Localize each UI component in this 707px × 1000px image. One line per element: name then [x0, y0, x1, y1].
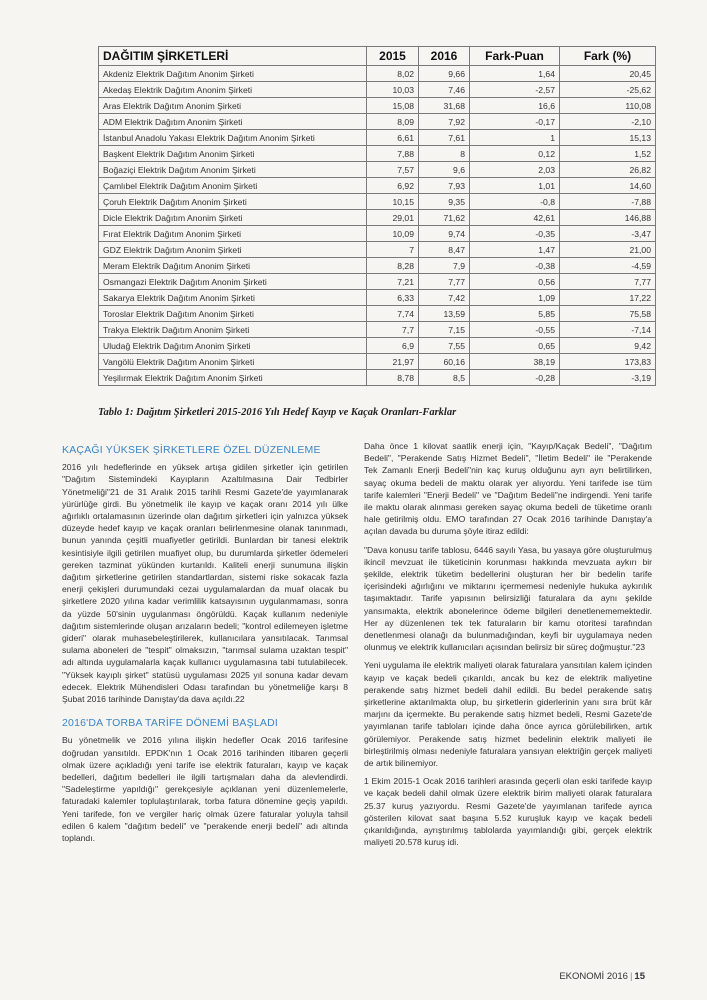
- value-2016: 7,92: [419, 114, 470, 130]
- value-2015: 10,15: [367, 194, 419, 210]
- value-2015: 10,09: [367, 226, 419, 242]
- value-2015: 8,02: [367, 66, 419, 82]
- value-2015: 21,97: [367, 354, 419, 370]
- company-name: Yeşilırmak Elektrik Dağıtım Anonim Şirketi: [99, 370, 367, 386]
- value-diff-points: -0,8: [470, 194, 560, 210]
- value-2015: 10,03: [367, 82, 419, 98]
- value-diff-percent: 110,08: [560, 98, 656, 114]
- paragraph: Yeni uygulama ile elektrik maliyeti olarak faturalara yansıtılan kalem içinden kayıp ve kaçak bedeli çıkarıldı, ancak bu kez de elektrik maliyetine perakende satış hizmet bedeli dahil edildi. Bu bedel perakende satış şirketlerine aktarılmakta olup, bu şirketlerin giderlerinin yanı sıra brüt kâr marjını da içermekte. Bu perakende satış hizmet bedeli, Resmi Gazete'de yayımlanan tarife tabloları içinde daha önce ayrıca görülebilirken, artık görülemiyor. Perakende satış hizmet bedelinin elektrik maliyeti ile birleştirilmiş olması nedeniyle faturalara yansıyan elektriğin gerçek maliyeti de artık bilinemiyor.: [364, 660, 652, 769]
- value-2015: 8,78: [367, 370, 419, 386]
- value-2015: 7,21: [367, 274, 419, 290]
- value-2015: 29,01: [367, 210, 419, 226]
- value-diff-percent: 26,82: [560, 162, 656, 178]
- table-row: [99, 226, 656, 242]
- value-2015: 8,09: [367, 114, 419, 130]
- value-diff-percent: 75,58: [560, 306, 656, 322]
- value-diff-points: 38,19: [470, 354, 560, 370]
- value-diff-points: -0,17: [470, 114, 560, 130]
- value-2015: 8,28: [367, 258, 419, 274]
- value-diff-percent: 15,13: [560, 130, 656, 146]
- right-text-column: [364, 440, 652, 855]
- value-diff-points: -0,38: [470, 258, 560, 274]
- value-2016: 9,66: [419, 66, 470, 82]
- company-name: İstanbul Anadolu Yakası Elektrik Dağıtım Anonim Şirketi: [99, 130, 367, 146]
- value-diff-points: 42,61: [470, 210, 560, 226]
- header-diff-points: Fark-Puan: [470, 47, 560, 66]
- value-2016: 7,93: [419, 178, 470, 194]
- magazine-name: EKONOMİ 2016: [559, 971, 628, 982]
- page-number: 15: [634, 971, 645, 982]
- value-diff-percent: 17,22: [560, 290, 656, 306]
- section-heading-bundle-tariff: 2016'DA TORBA TARİFE DÖNEMİ BAŞLADI: [62, 717, 278, 730]
- header-company: DAĞITIM ŞİRKETLERİ: [99, 47, 367, 66]
- company-name: Osmangazi Elektrik Dağıtım Anonim Şirketi: [99, 274, 367, 290]
- value-2015: 6,9: [367, 338, 419, 354]
- value-diff-percent: 173,83: [560, 354, 656, 370]
- value-2016: 8,5: [419, 370, 470, 386]
- value-2016: 7,61: [419, 130, 470, 146]
- value-diff-percent: 14,60: [560, 178, 656, 194]
- company-name: Trakya Elektrik Dağıtım Anonim Şirketi: [99, 322, 367, 338]
- value-diff-points: 0,65: [470, 338, 560, 354]
- table-row: [99, 322, 656, 338]
- value-2015: 15,08: [367, 98, 419, 114]
- value-2016: 60,16: [419, 354, 470, 370]
- value-diff-percent: -25,62: [560, 82, 656, 98]
- table-row: [99, 290, 656, 306]
- paragraph: 2016 yılı hedeflerinde en yüksek artışa gidilen şirketler için getirilen "Dağıtım Sistemindeki Kayıpların Azaltılmasına Dair Tedbirler Yönetmeliği"21 de 31 Aralık 2015 tarihli Resmi Gazete'de yayımlanarak yürürlüğe girdi. Bu yönetmelik ile kayıp ve kaçak oranı 2014 yılı ülke ağırlıklı ortalamasının üzerinde olan dağıtım şirketleri için yalnızca yüksek düzeyde hedef kayıp ve kaçak oranları belirlenmesine olanak tanınmadı, bunun yanında çeşitli muafiyetler getirildi. Bunlardan bir tanesi elektrik kesintisiyle ilgili getirilen muafiyet olup, bu durumlarda şirketler ödemeleri gereken tazminat yükünden kurtarıldı. Kaliteli enerji sunumuna ilişkin dağıtım şirketlerine getirilen standartlardan, sistemi riske sokacak fazla enerji çekişleri durumundaki cezai uygulamalardan da muaf olacak bu şirketlere 2020 yılına kadar verimlilik katsayısının uygulanmaması, sonra da yüzde 50'sinin uygulanması öngörüldü. Kaçak kullanım nedeniyle dağıtım sistemlerinde oluşan arızaların bedeli; "kontrol edilemeyen işletme gideri" olarak muhasebeleştirilerek, kullanıcılara yansıtılacak. Tarımsal sulama aboneleri de "tespit" olmaksızın, "tarımsal sulama uzaktan tespit" adı altında uygulamalarla kaçak kullanıcı uygulamasına tabi tutulabilecek. "Yüksek kayıplı şirket" statüsü uygulaması 2025 yıl sonuna kadar devam edecek. Elektrik Mühendisleri Odası tarafından bu yönetmeliğe karşı 8 Şubat 2016 tarihinde Danıştay'da dava açıldı.22: [62, 462, 348, 705]
- value-diff-percent: 20,45: [560, 66, 656, 82]
- value-2016: 7,55: [419, 338, 470, 354]
- value-diff-percent: -2,10: [560, 114, 656, 130]
- value-diff-points: 1,64: [470, 66, 560, 82]
- value-2015: 7,57: [367, 162, 419, 178]
- table-row: [99, 274, 656, 290]
- value-diff-points: 1,47: [470, 242, 560, 258]
- distribution-companies-table: [98, 46, 656, 386]
- table-row: [99, 354, 656, 370]
- value-2016: 8,47: [419, 242, 470, 258]
- value-diff-percent: -7,88: [560, 194, 656, 210]
- value-2015: 7,88: [367, 146, 419, 162]
- table-body: [99, 66, 656, 386]
- table-row: [99, 130, 656, 146]
- table-row: [99, 146, 656, 162]
- company-name: Toroslar Elektrik Dağıtım Anonim Şirketi: [99, 306, 367, 322]
- company-name: Çoruh Elektrik Dağıtım Anonim Şirketi: [99, 194, 367, 210]
- left-text-column: [62, 444, 348, 850]
- value-2015: 6,92: [367, 178, 419, 194]
- table-row: [99, 338, 656, 354]
- header-2015: 2015: [367, 47, 419, 66]
- paragraph: 1 Ekim 2015-1 Ocak 2016 tarihleri arasında geçerli olan eski tarifede kayıp ve kaçak bedeli dahil olmak üzere elektrik birim maliyeti olarak faturalara 25.37 kuruş yazıyordu. Resmi Gazete'de yayımlanan tarifede ayrıca gösterilen kilovat saat başına 5.52 kuruşluk kayıp ve kaçak bedeli çıkarıldığında, ayrıştırılmış tablolarda yayımlandığı gibi, gerçek elektrik maliyeti 20.578 kuruş idi.: [364, 776, 652, 848]
- value-diff-points: -2,57: [470, 82, 560, 98]
- table-row: [99, 114, 656, 130]
- value-diff-points: -0,28: [470, 370, 560, 386]
- value-2016: 31,68: [419, 98, 470, 114]
- table-row: [99, 194, 656, 210]
- company-name: Akedaş Elektrik Dağıtım Anonim Şirketi: [99, 82, 367, 98]
- company-name: GDZ Elektrik Dağıtım Anonim Şirketi: [99, 242, 367, 258]
- value-2015: 7: [367, 242, 419, 258]
- value-2016: 9,35: [419, 194, 470, 210]
- value-2016: 7,77: [419, 274, 470, 290]
- header-2016: 2016: [419, 47, 470, 66]
- table-row: [99, 82, 656, 98]
- value-2016: 7,42: [419, 290, 470, 306]
- table-caption: Tablo 1: Dağıtım Şirketleri 2015-2016 Yılı Hedef Kayıp ve Kaçak Oranları-Farklar: [98, 407, 457, 418]
- value-diff-percent: 21,00: [560, 242, 656, 258]
- table-header-row: [99, 47, 656, 66]
- quoted-objection: "Dava konusu tarife tablosu, 6446 sayılı Yasa, bu yasaya göre oluşturulmuş ikincil mevzuat ile tüketicinin korunması hakkında mevzuata aykırı bir şekilde, elektrik tüketim bedellerini oluşturan her bir bedelin tarife içerisindeki ağırlığını ve miktarını içermemesi nedeniyle hukuka aykırılık taşımaktadır. Tarife yapısının belirsizliği faturalara da aynı şekilde yansımakta, elektrik abonelerince ödeme bilgileri denetlenememektedir. Her ay düzenlenen tek tek faturaların bir kamu otoritesi tarafından denetlenmesi olanağı da bulunmadığından, keyfi bir uygulamaya neden olunmuş ve elektrik kullanıcıları açısından belirsiz bir süreç doğmuştur."23: [364, 544, 652, 653]
- value-diff-points: 0,56: [470, 274, 560, 290]
- company-name: Başkent Elektrik Dağıtım Anonim Şirketi: [99, 146, 367, 162]
- table-row: [99, 98, 656, 114]
- value-2016: 7,46: [419, 82, 470, 98]
- company-name: Uludağ Elektrik Dağıtım Anonim Şirketi: [99, 338, 367, 354]
- value-diff-points: 16,6: [470, 98, 560, 114]
- table-row: [99, 370, 656, 386]
- value-2015: 6,33: [367, 290, 419, 306]
- company-name: Aras Elektrik Dağıtım Anonim Şirketi: [99, 98, 367, 114]
- table-row: [99, 258, 656, 274]
- value-diff-percent: -3,19: [560, 370, 656, 386]
- company-name: Çamlıbel Elektrik Dağıtım Anonim Şirketi: [99, 178, 367, 194]
- table-row: [99, 210, 656, 226]
- value-2016: 9,74: [419, 226, 470, 242]
- value-diff-percent: 7,77: [560, 274, 656, 290]
- value-diff-percent: 1,52: [560, 146, 656, 162]
- table-row: [99, 242, 656, 258]
- value-diff-points: 0,12: [470, 146, 560, 162]
- value-2015: 7,74: [367, 306, 419, 322]
- table-row: [99, 66, 656, 82]
- value-diff-points: 5,85: [470, 306, 560, 322]
- value-2016: 8: [419, 146, 470, 162]
- value-2016: 7,15: [419, 322, 470, 338]
- footer-separator: |: [629, 971, 633, 982]
- header-diff-percent: Fark (%): [560, 47, 656, 66]
- paragraph: Daha önce 1 kilovat saatlik enerji için, "Kayıp/Kaçak Bedeli", "Dağıtım Bedeli", "Perakende Satış Hizmet Bedeli", "İletim Bedeli" ile "Perakende Tek Zamanlı Enerji Bedeli"nin kaç kuruş olduğunu ayrı ayrı belirtilirken, sayaç okuma bedeli de maktu olarak yer alıyordu. Yeni tarifede ise tüm tarife kalemleri "Enerji Bedeli" ve "Dağıtım Bedeli"ne indirgendi. Yeni tarife ile maktu olarak alınması gereken sayaç okuma bedeli de tüketime oranlı hale getirilmiş oldu. EMO tarafından 27 Ocak 2016 tarihinde Danıştay'a açılan davada bu duruma şöyle itiraz edildi:: [364, 441, 652, 537]
- value-2016: 71,62: [419, 210, 470, 226]
- value-2016: 9,6: [419, 162, 470, 178]
- company-name: Sakarya Elektrik Dağıtım Anonim Şirketi: [99, 290, 367, 306]
- company-name: Akdeniz Elektrik Dağıtım Anonim Şirketi: [99, 66, 367, 82]
- company-name: ADM Elektrik Dağıtım Anonim Şirketi: [99, 114, 367, 130]
- company-name: Dicle Elektrik Dağıtım Anonim Şirketi: [99, 210, 367, 226]
- value-diff-points: 1,09: [470, 290, 560, 306]
- value-diff-points: -0,55: [470, 322, 560, 338]
- company-name: Fırat Elektrik Dağıtım Anonim Şirketi: [99, 226, 367, 242]
- value-diff-points: -0,35: [470, 226, 560, 242]
- value-diff-percent: -7,14: [560, 322, 656, 338]
- value-diff-percent: -4,59: [560, 258, 656, 274]
- table-row: [99, 306, 656, 322]
- value-diff-percent: 9,42: [560, 338, 656, 354]
- paragraph: Bu yönetmelik ve 2016 yılına ilişkin hedefler Ocak 2016 tarifesine doğrudan yansıtıldı. EPDK'nın 1 Ocak 2016 tarihinden itibaren geçerli olmak üzere açıkladığı yeni tarife ise elektrik faturaları, kayıp ve kaçak bedelleri, dağıtım bedelleri ile ilgili tartışmaları daha da alevlendirdi. "Sadeleştirme yapıldığı" gerekçesiyle açıklanan yeni düzenlemelerle, faturadaki kalemler toplulaştırılarak, torba fatura dönemine geçiş yapıldı. Yeni tarifede, fon ve vergiler hariç olmak üzere faturalar yoluyla tahsil edilen 6 kalem "dağıtım bedeli" ve "perakende enerji bedeli" adı altında toplandı.: [62, 735, 348, 844]
- table-row: [99, 178, 656, 194]
- value-2016: 13,59: [419, 306, 470, 322]
- value-2016: 7,9: [419, 258, 470, 274]
- value-2015: 6,61: [367, 130, 419, 146]
- page-footer: [559, 971, 645, 982]
- value-diff-points: 1,01: [470, 178, 560, 194]
- value-2015: 7,7: [367, 322, 419, 338]
- table-row: [99, 162, 656, 178]
- value-diff-percent: 146,88: [560, 210, 656, 226]
- section-heading-special-regulation: KAÇAĞI YÜKSEK ŞİRKETLERE ÖZEL DÜZENLEME: [62, 444, 321, 456]
- company-name: Meram Elektrik Dağıtım Anonim Şirketi: [99, 258, 367, 274]
- value-diff-points: 1: [470, 130, 560, 146]
- value-diff-points: 2,03: [470, 162, 560, 178]
- value-diff-percent: -3,47: [560, 226, 656, 242]
- company-name: Vangölü Elektrik Dağıtım Anonim Şirketi: [99, 354, 367, 370]
- company-name: Boğaziçi Elektrik Dağıtım Anonim Şirketi: [99, 162, 367, 178]
